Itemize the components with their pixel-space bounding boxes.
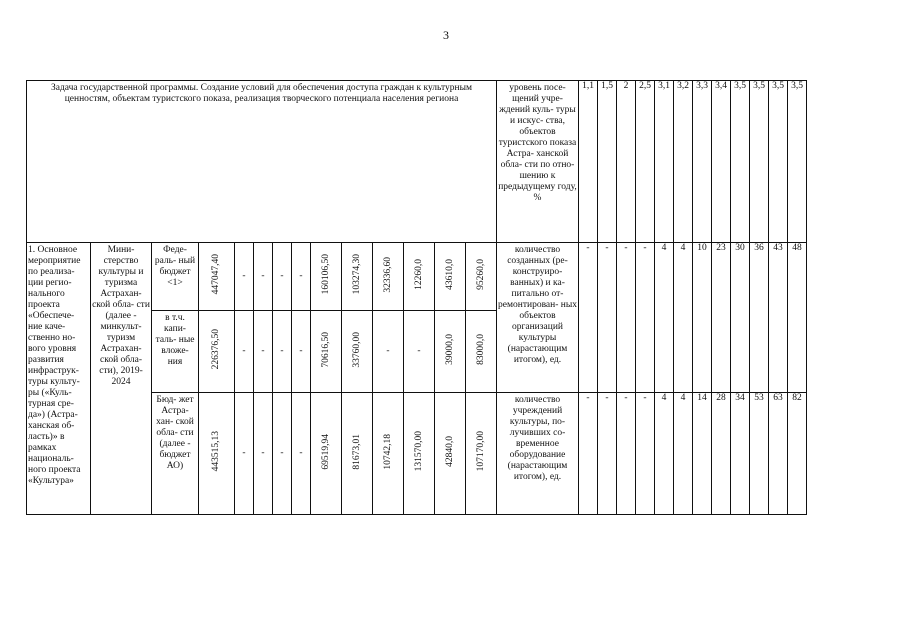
indicator-value: 3,2 — [674, 81, 693, 243]
indicator-value: - — [617, 393, 636, 515]
activity-name: 1. Основное мероприятие по реализа- ции регио- нального проекта «Обеспече- ние каче- ственно но- вого уровня развития инфраструк- туры культу- ры («Куль- турная сре- да») (Астра- ханская об- ласть)» в рамках националь- ного проекта «Культура» — [27, 243, 91, 515]
funding-value: - — [261, 271, 265, 281]
funding-value: - — [261, 448, 265, 458]
indicator-value: 3,3 — [693, 81, 712, 243]
funding-value: 83000,0 — [475, 334, 486, 365]
indicator-value: 30 — [731, 243, 750, 393]
executor: Мини- стерство культуры и туризма Астрахан- ской обла- сти (далее - минкульт- туризм Астрахан- ской обла- сти), 2019-2024 — [91, 243, 152, 515]
indicator-value: 1,5 — [598, 81, 617, 243]
indicator-value: 43 — [769, 243, 788, 393]
indicator-value: 3,5 — [750, 81, 769, 243]
funding-value: 103274,30 — [351, 254, 362, 295]
indicator-value: - — [617, 243, 636, 393]
funding-value: 443515,13 — [211, 431, 221, 472]
funding-value: - — [280, 271, 284, 281]
indicator-value: 63 — [769, 393, 788, 515]
funding-value: - — [299, 346, 303, 356]
funding-value: 32336,60 — [382, 256, 393, 293]
indicator-value: - — [579, 393, 598, 515]
top-indicator-name: уровень посе- щений учре- ждений куль- туры и искус- ства, объектов туристского показа Астра- ханской обла- сти по отно- шению к предыдущему году, % — [497, 81, 579, 243]
indicator-value: - — [598, 393, 617, 515]
indicator-value: 48 — [788, 243, 807, 393]
funding-source: Бюд- жет Астра- хан- ской обла- сти (далее - бюджет АО) — [152, 393, 199, 515]
funding-value: - — [242, 448, 246, 458]
page-number: 3 — [443, 28, 449, 42]
funding-source: в т.ч. капи- таль- ные вложе- ния — [152, 311, 199, 393]
funding-value: 81673,01 — [351, 433, 362, 470]
indicator-value: 3,1 — [655, 81, 674, 243]
funding-source: Феде- раль- ный бюджет <1> — [152, 243, 199, 311]
funding-value: 226376,50 — [211, 329, 221, 370]
indicator-value: 3,5 — [788, 81, 807, 243]
indicator-value: 82 — [788, 393, 807, 515]
funding-value: 160106,50 — [320, 254, 331, 295]
indicator-value: - — [636, 243, 655, 393]
indicator-value: - — [579, 243, 598, 393]
funding-value: - — [299, 448, 303, 458]
indicator-value: 14 — [693, 393, 712, 515]
indicator-value: 4 — [655, 243, 674, 393]
indicator-value: 53 — [750, 393, 769, 515]
indicator-value: 28 — [712, 393, 731, 515]
indicator-value: 4 — [655, 393, 674, 515]
funding-value: 95260,0 — [475, 259, 486, 290]
indicator-value: 3,5 — [769, 81, 788, 243]
funding-value: 42840,0 — [444, 436, 455, 467]
funding-value: - — [280, 346, 284, 356]
funding-value: 10742,18 — [382, 433, 393, 470]
funding-value: 43610,0 — [444, 259, 455, 290]
indicator-value: 3,5 — [731, 81, 750, 243]
indicator-value: 23 — [712, 243, 731, 393]
indicator-value: 1,1 — [579, 81, 598, 243]
indicator-value: 2 — [617, 81, 636, 243]
funding-value: 12260,0 — [413, 259, 424, 290]
funding-value: - — [242, 346, 246, 356]
funding-row — [27, 243, 807, 311]
funding-value: - — [242, 271, 246, 281]
indicator-name: количество созданных (ре- конструиро- ванных) и ка- питально от- ремонтирован- ных объектов организаций культуры (нарастающим итогом), ед. — [497, 243, 579, 393]
funding-value: 107170,00 — [475, 431, 486, 472]
funding-value: 33760,00 — [351, 331, 362, 368]
funding-value: - — [417, 346, 421, 356]
indicator-value: 4 — [674, 243, 693, 393]
indicator-value: 10 — [693, 243, 712, 393]
task-row — [27, 81, 807, 243]
indicator-value: 34 — [731, 393, 750, 515]
funding-value: - — [261, 346, 265, 356]
indicator-value: - — [636, 393, 655, 515]
indicator-value: 2,5 — [636, 81, 655, 243]
task-title: Задача государственной программы. Создание условий для обеспечения доступа граждан к культурным ценностям, объектам туристского показа, реализация творческого потенциала населения региона — [27, 81, 497, 243]
indicator-value: 3,4 — [712, 81, 731, 243]
funding-value: 39000,0 — [444, 334, 455, 365]
funding-value: - — [280, 448, 284, 458]
funding-value: - — [299, 271, 303, 281]
funding-value: 69519,94 — [320, 433, 331, 470]
funding-value: - — [386, 346, 390, 356]
program-table — [26, 80, 807, 515]
funding-value: 131570,00 — [413, 431, 424, 472]
funding-value: 447047,40 — [211, 254, 221, 295]
funding-value: 70616,50 — [320, 331, 331, 368]
indicator-value: 4 — [674, 393, 693, 515]
indicator-value: - — [598, 243, 617, 393]
indicator-value: 36 — [750, 243, 769, 393]
indicator-name: количество учреждений культуры, по- лучивших со- временное оборудование (нарастающим итогом), ед. — [497, 393, 579, 515]
